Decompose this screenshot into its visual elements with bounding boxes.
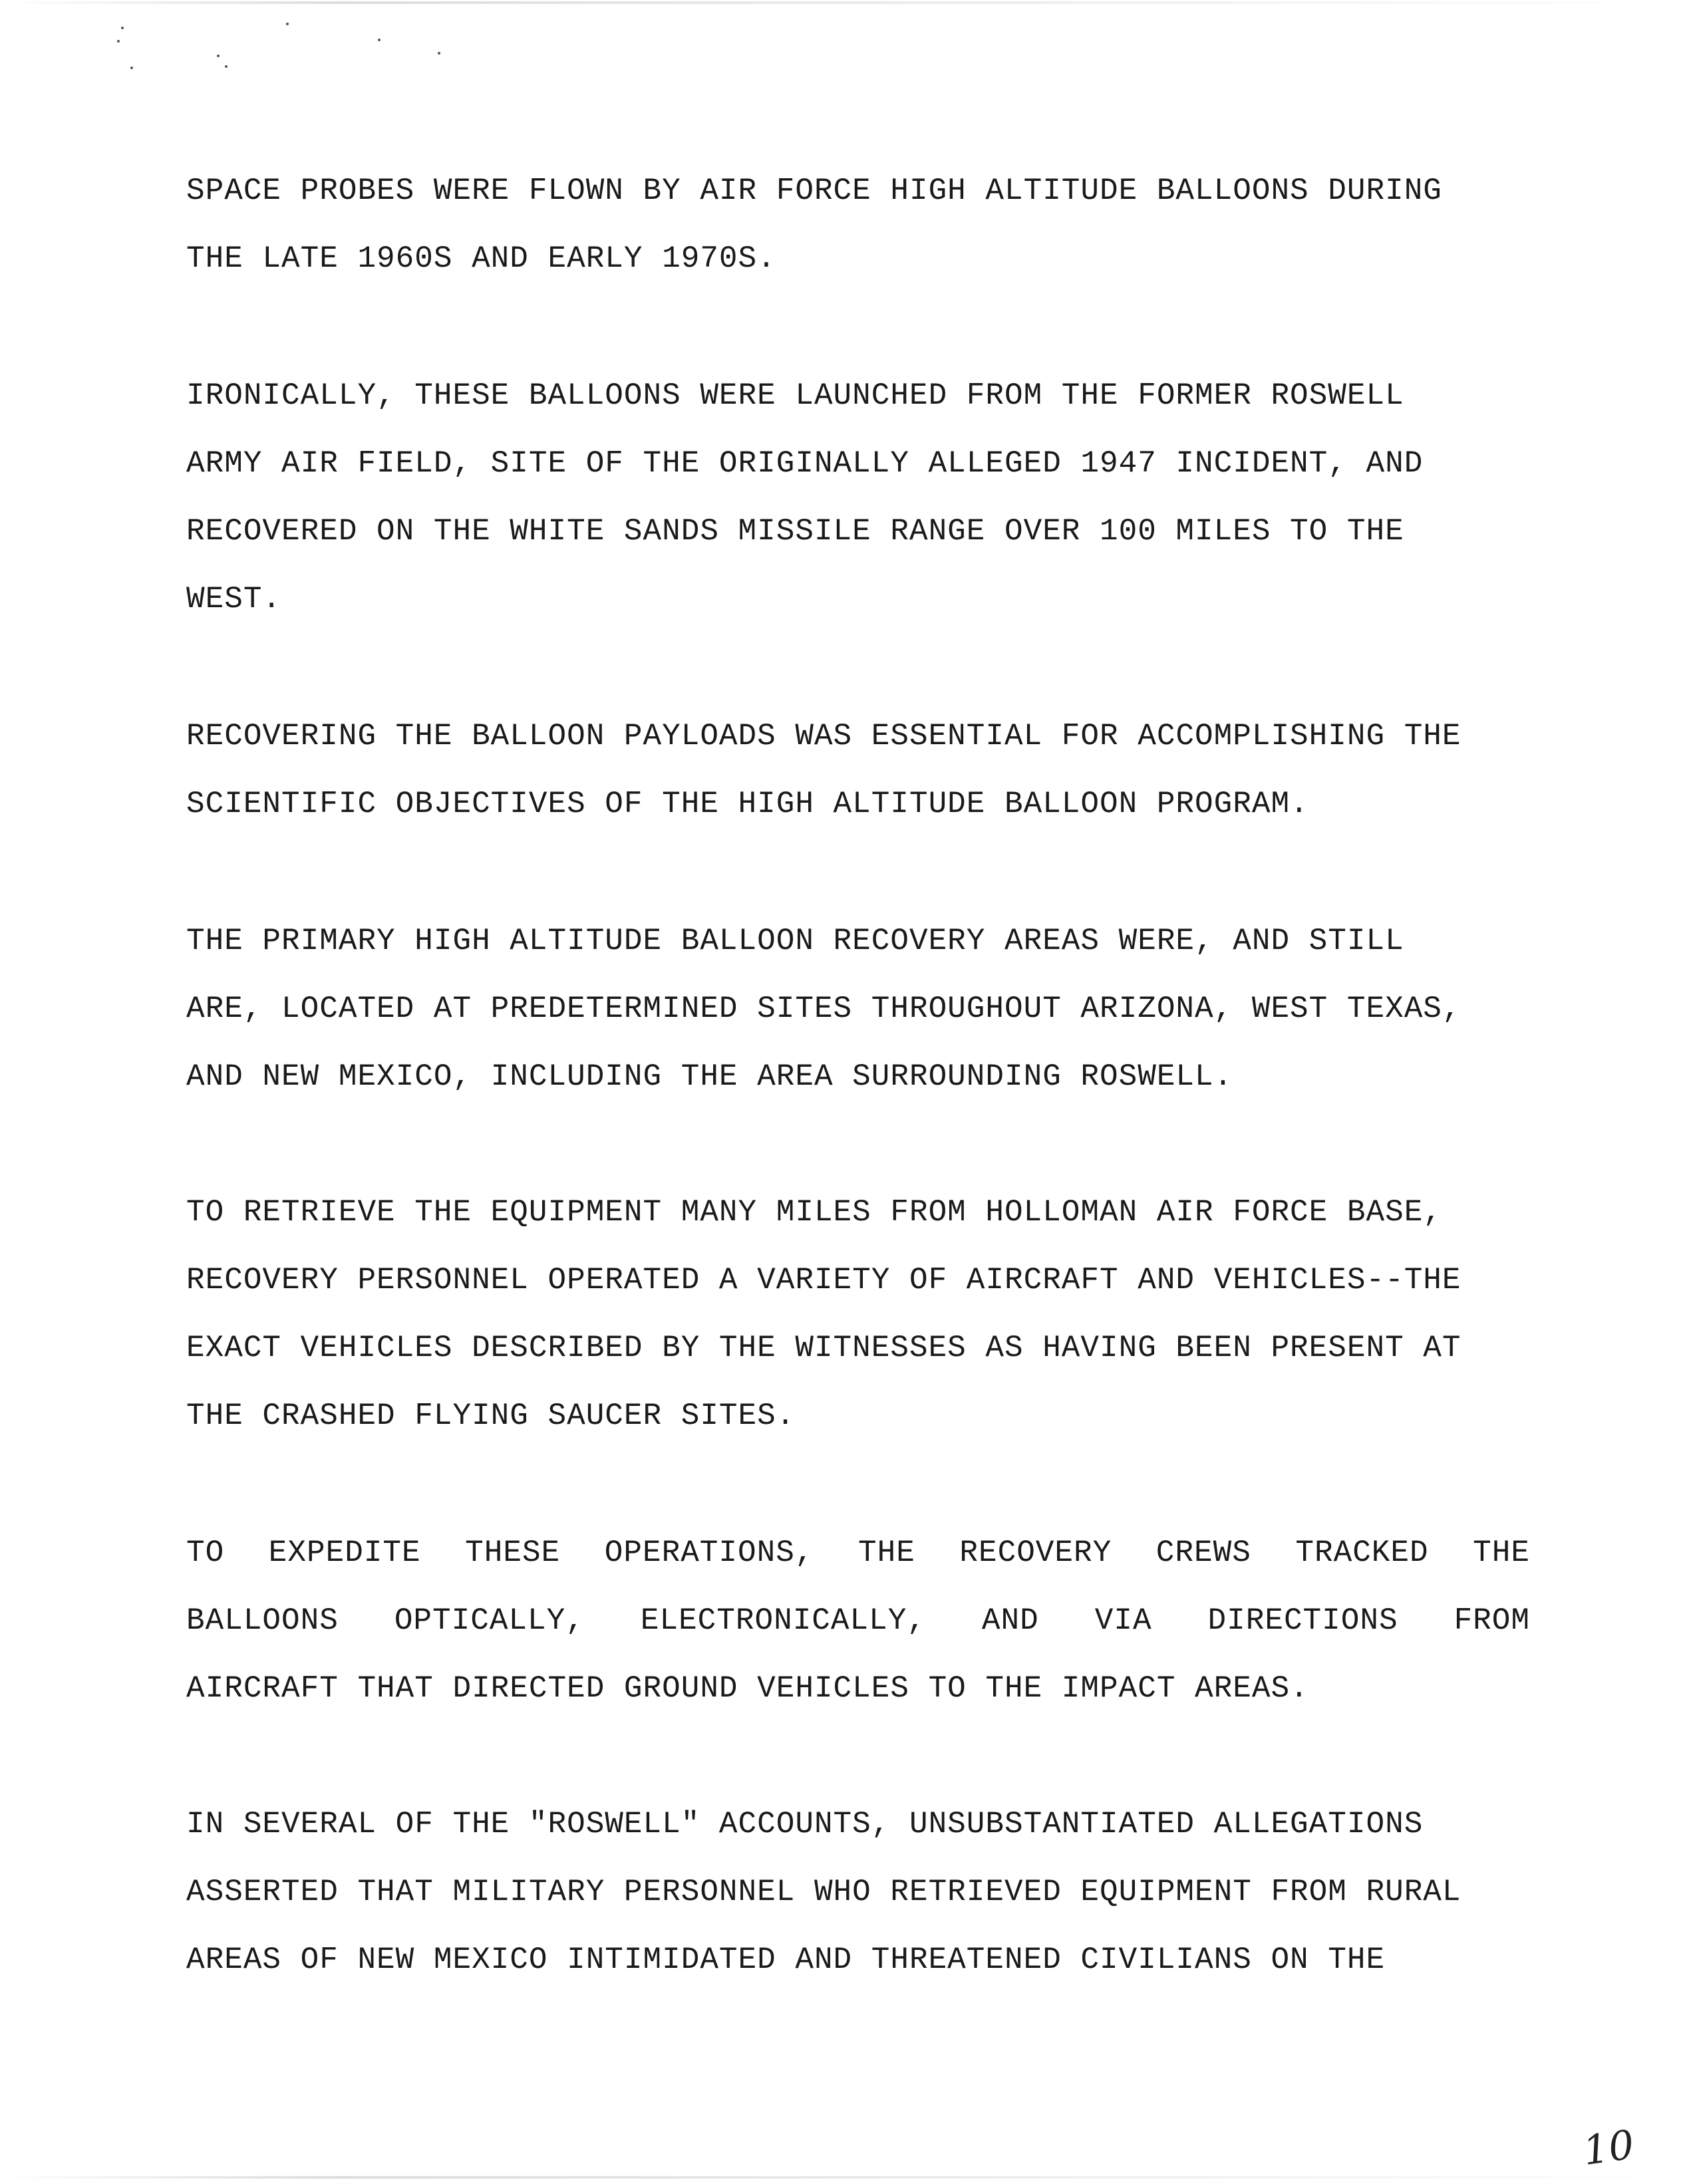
paragraph (186, 1178, 1530, 1450)
paragraph (186, 1790, 1530, 1994)
scan-edge-bottom (0, 2176, 1695, 2179)
paragraph (186, 362, 1530, 633)
paragraph (186, 157, 1530, 293)
text-line: SCIENTIFIC OBJECTIVES OF THE HIGH ALTITUDE BALLOON PROGRAM. (186, 787, 1309, 821)
text-line: IN SEVERAL OF THE "ROSWELL" ACCOUNTS, UNSUBSTANTIATED ALLEGATIONS (186, 1807, 1424, 1842)
text-line: IRONICALLY, THESE BALLOONS WERE LAUNCHED FROM THE FORMER ROSWELL (186, 378, 1404, 413)
text-line: THE PRIMARY HIGH ALTITUDE BALLOON RECOVERY AREAS WERE, AND STILL (186, 924, 1404, 958)
text-line: THE LATE 1960S AND EARLY 1970S. (186, 241, 776, 276)
text-line: AIRCRAFT THAT DIRECTED GROUND VEHICLES TO THE IMPACT AREAS. (186, 1671, 1309, 1706)
paragraph (186, 907, 1530, 1111)
scan-speck (378, 39, 381, 41)
text-line: ARMY AIR FIELD, SITE OF THE ORIGINALLY ALLEGED 1947 INCIDENT, AND (186, 446, 1424, 481)
paragraph (186, 702, 1530, 838)
text-line: BALLOONS OPTICALLY, ELECTRONICALLY, AND VIA DIRECTIONS FROM (186, 1603, 1530, 1638)
scan-speck (117, 40, 120, 43)
text-line: RECOVERY PERSONNEL OPERATED A VARIETY OF AIRCRAFT AND VEHICLES--THE (186, 1263, 1462, 1297)
text-line: TO RETRIEVE THE EQUIPMENT MANY MILES FROM HOLLOMAN AIR FORCE BASE, (186, 1195, 1442, 1230)
scan-speck (225, 65, 228, 68)
scan-edge-top (0, 1, 1695, 4)
paragraph (186, 1519, 1530, 1722)
text-line: EXACT VEHICLES DESCRIBED BY THE WITNESSES AS HAVING BEEN PRESENT AT (186, 1331, 1462, 1365)
text-line: TO EXPEDITE THESE OPERATIONS, THE RECOVERY CREWS TRACKED THE (186, 1536, 1530, 1570)
text-line: RECOVERING THE BALLOON PAYLOADS WAS ESSENTIAL FOR ACCOMPLISHING THE (186, 719, 1462, 753)
text-line: AREAS OF NEW MEXICO INTIMIDATED AND THREATENED CIVILIANS ON THE (186, 1943, 1386, 1977)
scan-speck (286, 23, 289, 25)
text-line: SPACE PROBES WERE FLOWN BY AIR FORCE HIGH ALTITUDE BALLOONS DURING (186, 174, 1442, 208)
scan-speck (130, 67, 133, 69)
text-line: THE CRASHED FLYING SAUCER SITES. (186, 1399, 796, 1433)
text-line: RECOVERED ON THE WHITE SANDS MISSILE RANGE OVER 100 MILES TO THE (186, 514, 1404, 549)
text-line: ARE, LOCATED AT PREDETERMINED SITES THROUGHOUT ARIZONA, WEST TEXAS, (186, 992, 1462, 1026)
scan-speck (217, 55, 220, 57)
text-line: AND NEW MEXICO, INCLUDING THE AREA SURROUNDING ROSWELL. (186, 1059, 1233, 1094)
text-line: ASSERTED THAT MILITARY PERSONNEL WHO RETRIEVED EQUIPMENT FROM RURAL (186, 1875, 1462, 1909)
text-line: WEST. (186, 582, 282, 616)
scan-speck (121, 27, 124, 29)
page-number: 10 (1580, 2121, 1637, 2175)
scan-speck (438, 52, 440, 55)
